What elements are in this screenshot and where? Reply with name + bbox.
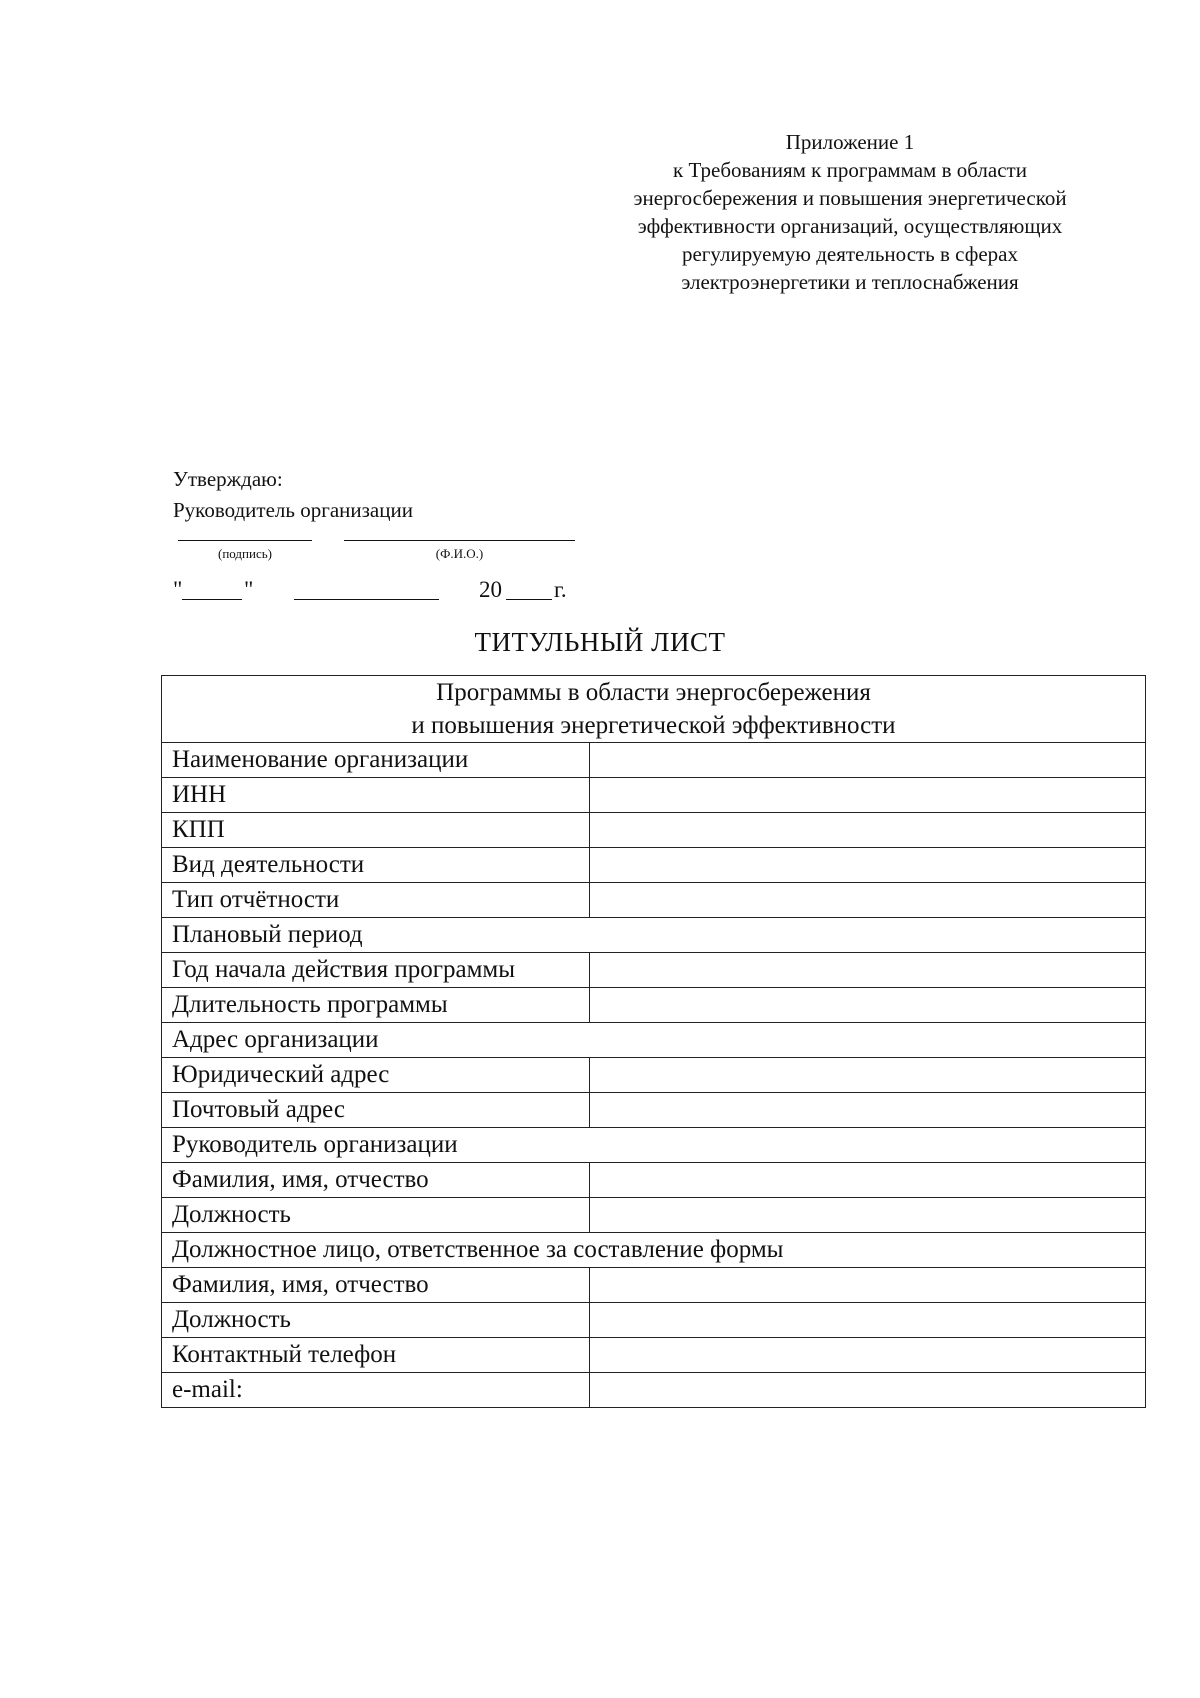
table-heading-line: и повышения энергетической эффективности xyxy=(411,712,896,739)
table-row xyxy=(162,1058,1146,1093)
table-row xyxy=(162,813,1146,848)
field-value[interactable] xyxy=(590,1268,1146,1303)
appendix-line: электроэнергетики и теплоснабжения xyxy=(681,270,1019,294)
date-quote-open: " xyxy=(173,577,183,602)
table-row xyxy=(162,1373,1146,1408)
section-label: Должностное лицо, ответственное за составление формы xyxy=(162,1233,1146,1268)
field-value[interactable] xyxy=(590,813,1146,848)
table-heading-row xyxy=(162,676,1146,743)
field-label: Длительность программы xyxy=(162,988,590,1023)
table-row xyxy=(162,1233,1146,1268)
field-value[interactable] xyxy=(590,848,1146,883)
field-label: Почтовый адрес xyxy=(162,1093,590,1128)
field-value[interactable] xyxy=(590,988,1146,1023)
name-line[interactable] xyxy=(344,540,575,541)
field-value[interactable] xyxy=(590,1093,1146,1128)
table-row xyxy=(162,918,1146,953)
table-row xyxy=(162,1303,1146,1338)
month-line[interactable] xyxy=(294,599,439,600)
appendix-line: эффективности организаций, осуществляющих xyxy=(637,214,1063,238)
year-prefix: 20 xyxy=(479,577,502,602)
section-label: Адрес организации xyxy=(162,1023,1146,1058)
table-row xyxy=(162,988,1146,1023)
field-label: Наименование организации xyxy=(162,743,590,778)
field-value[interactable] xyxy=(590,1058,1146,1093)
appendix-line: регулируемую деятельность в сферах xyxy=(681,242,1019,266)
field-label: КПП xyxy=(162,813,590,848)
table-row xyxy=(162,883,1146,918)
field-label: Год начала действия программы xyxy=(162,953,590,988)
signature-line[interactable] xyxy=(178,540,312,541)
page-title: ТИТУЛЬНЫЙ ЛИСТ xyxy=(474,627,726,657)
field-label: e-mail: xyxy=(162,1373,590,1408)
field-value[interactable] xyxy=(590,778,1146,813)
table-row xyxy=(162,1023,1146,1058)
title-sheet-table xyxy=(161,675,1146,1408)
field-label: Фамилия, имя, отчество xyxy=(162,1268,590,1303)
name-caption: (Ф.И.О.) xyxy=(435,546,484,561)
table-heading-line: Программы в области энергосбережения xyxy=(436,679,871,706)
appendix-line: к Требованиям к программам в области xyxy=(673,158,1027,182)
day-line[interactable] xyxy=(182,599,242,600)
field-label: Тип отчётности xyxy=(162,883,590,918)
table-row xyxy=(162,1338,1146,1373)
approval-block xyxy=(173,464,413,526)
field-value[interactable] xyxy=(590,1303,1146,1338)
field-label: Вид деятельности xyxy=(162,848,590,883)
field-value[interactable] xyxy=(590,883,1146,918)
table-row xyxy=(162,953,1146,988)
field-label: Юридический адрес xyxy=(162,1058,590,1093)
section-label: Плановый период xyxy=(162,918,1146,953)
approve-label: Утверждаю: xyxy=(173,467,283,491)
table-row xyxy=(162,848,1146,883)
table-row xyxy=(162,1163,1146,1198)
table-row xyxy=(162,1093,1146,1128)
appendix-header xyxy=(600,128,1100,296)
table-heading xyxy=(162,676,1146,743)
table-row xyxy=(162,1128,1146,1163)
appendix-line: Приложение 1 xyxy=(785,130,915,154)
table-row xyxy=(162,778,1146,813)
field-value[interactable] xyxy=(590,1338,1146,1373)
section-label: Руководитель организации xyxy=(162,1128,1146,1163)
field-label: ИНН xyxy=(162,778,590,813)
field-label: Фамилия, имя, отчество xyxy=(162,1163,590,1198)
field-value[interactable] xyxy=(590,743,1146,778)
date-quote-close: " xyxy=(244,577,254,602)
appendix-line: энергосбережения и повышения энергетической xyxy=(633,186,1067,210)
table-row xyxy=(162,1268,1146,1303)
field-label: Должность xyxy=(162,1303,590,1338)
field-value[interactable] xyxy=(590,1198,1146,1233)
signature-caption: (подпись) xyxy=(218,546,272,561)
field-label: Должность xyxy=(162,1198,590,1233)
table-row xyxy=(162,1198,1146,1233)
table-row xyxy=(162,743,1146,778)
field-value[interactable] xyxy=(590,1163,1146,1198)
year-line[interactable] xyxy=(506,599,552,600)
field-label: Контактный телефон xyxy=(162,1338,590,1373)
year-suffix: г. xyxy=(554,577,567,602)
field-value[interactable] xyxy=(590,953,1146,988)
approver-role: Руководитель организации xyxy=(173,498,413,522)
field-value[interactable] xyxy=(590,1373,1146,1408)
